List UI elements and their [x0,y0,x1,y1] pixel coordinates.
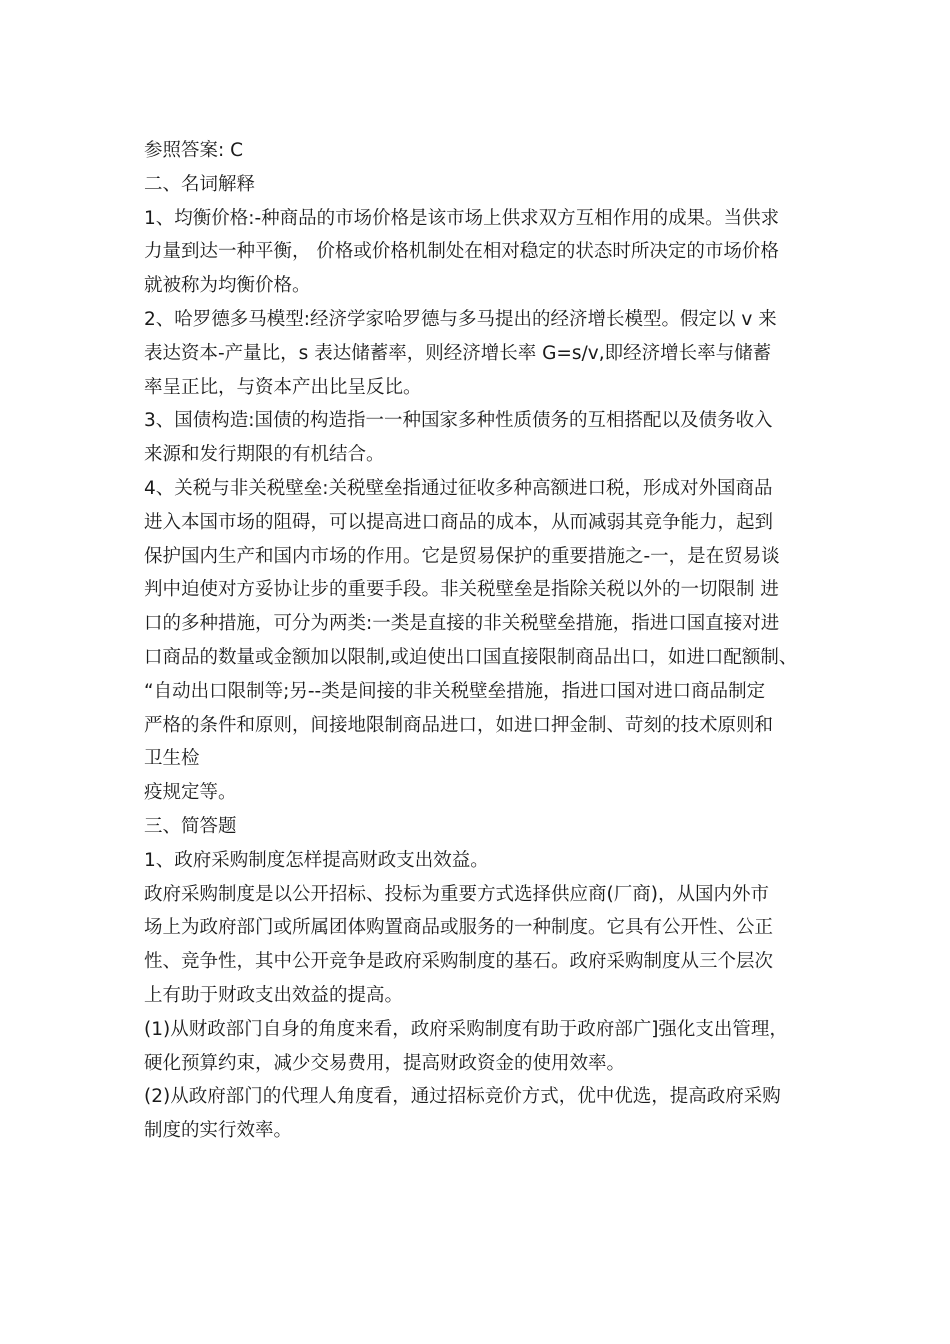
question-title: 1、政府采购制度怎样提高财政支出效益。 [144,849,489,871]
section-heading-terms: 二、名词解释 [144,173,256,195]
answer-line: 参照答案: C [144,140,244,161]
paragraph-line: 卫生检 [144,748,200,770]
paragraph-line: 2、哈罗德多马模型:经济学家哈罗德与多马提出的经济增长模型。假定以 v 来 [144,308,777,330]
paragraph-line: 口的多种措施，可分为两类:一类是直接的非关税壁垒措施，指进口国直接对进 [144,613,780,635]
paragraph-line: 表达资本-产量比，s 表达储蓄率，则经济增长率 G=s/v,即经济增长率与储蓄 [144,342,772,364]
paragraph-line: 制度的实行效率。 [144,1120,293,1142]
section-heading-short-answer: 三、简答题 [144,815,237,837]
paragraph-line: 4、关税与非关税壁垒:关税壁垒指通过征收多种高额进口税，形成对外国商品 [144,477,773,499]
paragraph-line: (1)从财政部门自身的角度来看，政府采购制度有助于政府部广]强化支出管理， [144,1018,788,1040]
paragraph-line: 硬化预算约束，减少交易费用，提高财政资金的使用效率。 [144,1052,626,1074]
paragraph-line: 政府采购制度是以公开招标、投标为重要方式选择供应商(厂商)，从国内外市 [144,883,769,905]
paragraph-line: 力量到达一种平衡， 价格或价格机制处在相对稳定的状态时所决定的市场价格 [144,241,779,263]
paragraph-line: 3、国债构造:国债的构造指一一种国家多种性质债务的互相搭配以及债务收入 [144,410,773,432]
paragraph-line: 率呈正比，与资本产出比呈反比。 [144,376,422,398]
paragraph-line: 口商品的数量或金额加以限制,或迫使出口国直接限制商品出口，如进口配额制、 [144,646,798,668]
paragraph-line: 疫规定等。 [144,782,237,804]
paragraph-line: 就被称为均衡价格。 [144,275,311,297]
paragraph-line: 保护国内生产和国内市场的作用。它是贸易保护的重要措施之-一，是在贸易谈 [144,545,780,567]
paragraph-line: 来源和发行期限的有机结合。 [144,444,385,466]
paragraph-line: 性、竞争性，其中公开竞争是政府采购制度的基石。政府采购制度从三个层次 [144,951,774,973]
paragraph-line: “自动出口限制等;另--类是间接的非关税壁垒措施，指进口国对进口商品制定 [144,680,766,702]
paragraph-line: 进入本国市场的阻碍，可以提高进口商品的成本，从而减弱其竞争能力，起到 [144,511,774,533]
paragraph-line: 判中迫使对方妥协让步的重要手段。非关税壁垒是指除关税以外的一切限制 进 [144,579,779,601]
paragraph-line: 严格的条件和原则，间接地限制商品进口，如进口押金制、苛刻的技术原则和 [144,714,774,736]
paragraph-line: 场上为政府部门或所属团体购置商品或服务的一种制度。它具有公开性、公正 [144,917,774,939]
paragraph-line: (2)从政府部门的代理人角度看，通过招标竞价方式，优中优选，提高政府采购 [144,1086,781,1108]
paragraph-line: 上有助于财政支出效益的提高。 [144,984,404,1006]
document-body [144,134,808,1148]
paragraph-line: 1、均衡价格:-种商品的市场价格是该市场上供求双方互相作用的成果。当供求 [144,207,780,229]
